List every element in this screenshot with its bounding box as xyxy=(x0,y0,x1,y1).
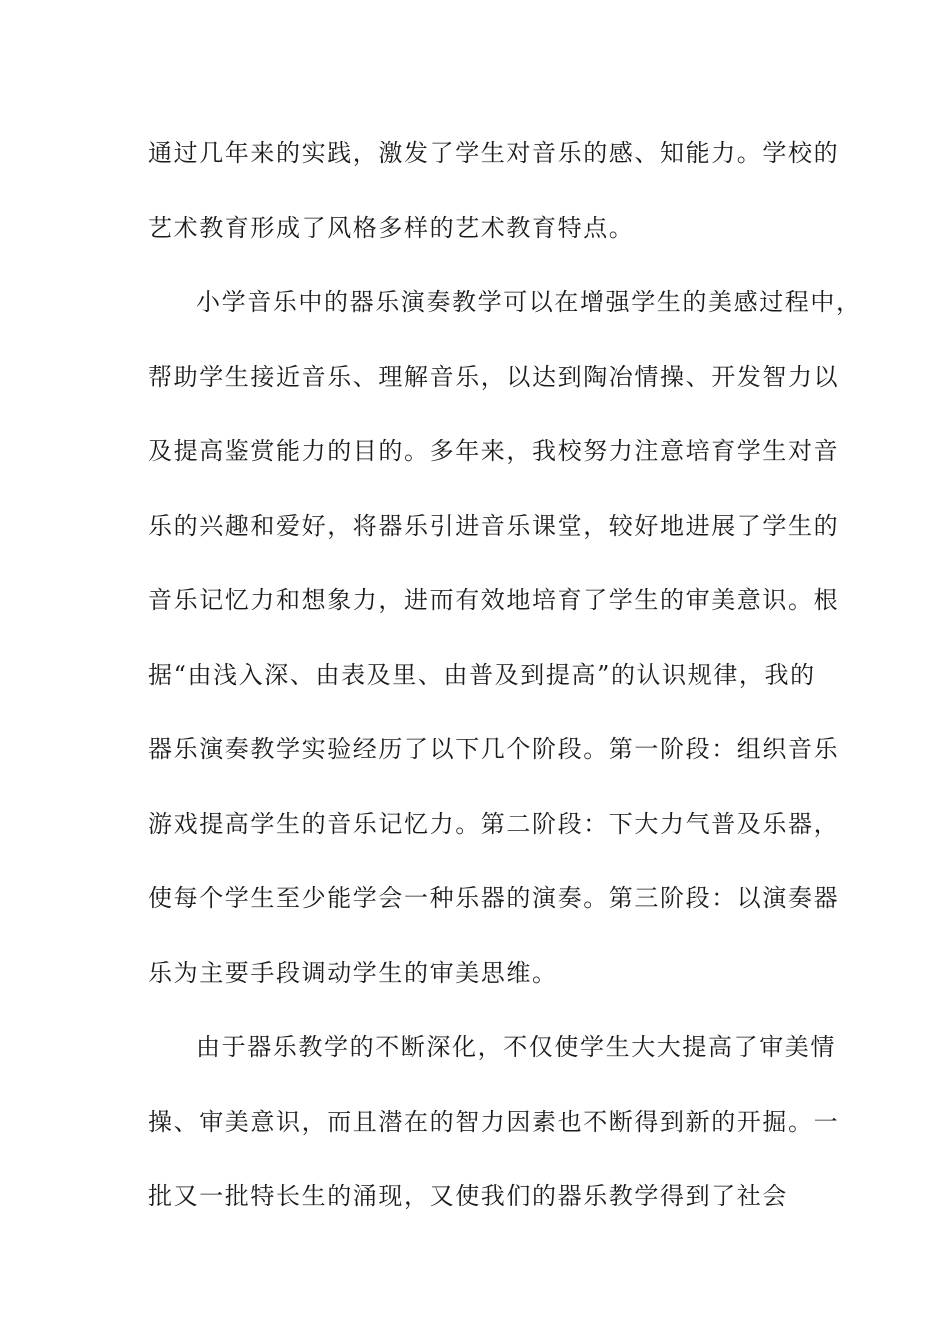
text-line: 帮助学生接近音乐、理解音乐，以达到陶冶情操、开发智力以 xyxy=(148,363,840,391)
text-line: 器乐演奏教学实验经历了以下几个阶段。第一阶段：组织音乐 xyxy=(148,735,840,763)
text-line: 乐为主要手段调动学生的审美思维。 xyxy=(148,959,558,987)
text-line: 乐的兴趣和爱好，将器乐引进音乐课堂，较好地进展了学生的 xyxy=(148,512,840,540)
text-line: 音乐记忆力和想象力，进而有效地培育了学生的审美意识。根 xyxy=(148,586,840,614)
text-line: 操、审美意识，而且潜在的智力因素也不断得到新的开掘。一 xyxy=(148,1108,840,1136)
text-line: 艺术教育形成了风格多样的艺术教育特点。 xyxy=(148,214,635,242)
paragraph-first-line: 小学音乐中的器乐演奏教学可以在增强学生的美感过程中， xyxy=(196,288,862,316)
text-line: 及提高鉴赏能力的目的。多年来，我校努力注意培育学生对音 xyxy=(148,437,840,465)
text-line: 使每个学生至少能学会一种乐器的演奏。第三阶段：以演奏器 xyxy=(148,884,840,912)
text-line: 游戏提高学生的音乐记忆力。第二阶段：下大力气普及乐器， xyxy=(148,810,840,838)
text-line: 据“由浅入深、由表及里、由普及到提高”的认识规律，我的 xyxy=(148,661,816,689)
paragraph-first-line: 由于器乐教学的不断深化，不仅使学生大大提高了审美情 xyxy=(196,1033,836,1061)
text-line: 批又一批特长生的涌现，又使我们的器乐教学得到了社会 xyxy=(148,1182,788,1210)
text-line: 通过几年来的实践，激发了学生对音乐的感、知能力。学校的 xyxy=(148,139,840,167)
